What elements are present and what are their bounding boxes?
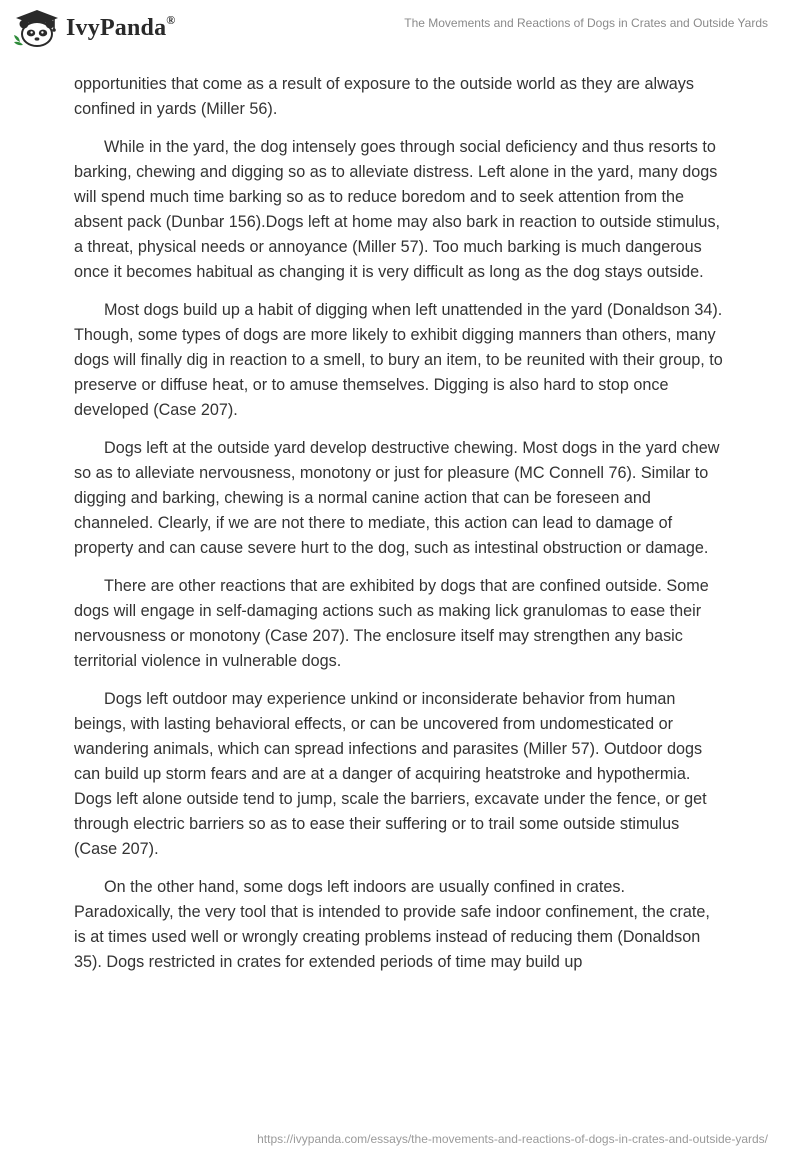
paragraph: opportunities that come as a result of exposure to the outside world as they are always confined in yards (Miller 56).: [74, 75, 694, 118]
logo-text: IvyPanda: [66, 14, 167, 41]
paragraph: Dogs left outdoor may experience unkind or inconsiderate behavior from human beings, with lasting behavioral effects, or can be uncovered from undomesticated or wandering animals, which can spread infections and parasites (Miller 57). Outdoor dogs can build up storm fears and are at a danger of acquiring heatstroke and hypothermia. Dogs left alone outside tend to jump, scale the barriers, excavate under the fence, or get through electric barriers so as to ease their suffering or to trail some outside stimulus (Case 207).: [74, 690, 707, 858]
source-url-link[interactable]: https://ivypanda.com/essays/the-movements-and-reactions-of-dogs-in-crates-and-outside-yards/: [257, 1132, 768, 1146]
document-title: The Movements and Reactions of Dogs in Crates and Outside Yards: [404, 16, 768, 30]
paragraph: Most dogs build up a habit of digging when left unattended in the yard (Donaldson 34). Though, some types of dogs are more likely to exhibit digging manners than others, many dogs will finally dig in reaction to a smell, to bury an item, to be reunited with their group, to preserve or diffuse heat, or to amuse themselves. Digging is also hard to stop once developed (Case 207).: [74, 301, 723, 419]
paragraph: While in the yard, the dog intensely goes through social deficiency and thus resorts to barking, chewing and digging so as to alleviate distress. Left alone in the yard, many dogs will spend much time barking so as to reduce boredom and to seek attention from the absent pack (Dunbar 156).Dogs left at home may also bark in reaction to outside stimulus, a threat, physical needs or annoyance (Miller 57). Too much barking is much dangerous once it becomes habitual as changing it is very difficult as long as the dog stays outside.: [74, 138, 721, 281]
essay-body: [74, 72, 726, 988]
paragraph: On the other hand, some dogs left indoors are usually confined in crates. Paradoxically, the very tool that is intended to provide safe indoor confinement, the crate, is at times used well or wrongly creating problems instead of reducing them (Donaldson 35). Dogs restricted in crates for extended periods of time may build up: [74, 878, 710, 971]
paragraph: Dogs left at the outside yard develop destructive chewing. Most dogs in the yard chew so as to alleviate nervousness, monotony or just for pleasure (MC Connell 76). Similar to digging and barking, chewing is a normal canine action that can be foreseen and channeled. Clearly, if we are not there to mediate, this action can lead to damage of property and can cause severe hurt to the dog, such as intestinal obstruction or damage.: [74, 439, 720, 557]
paragraph: There are other reactions that are exhibited by dogs that are confined outside. Some dogs will engage in self-damaging actions such as making lick granulomas to ease their nervousness or monotony (Case 207). The enclosure itself may strengthen any basic territorial violence in vulnerable dogs.: [74, 577, 709, 670]
panda-graduate-icon: [14, 9, 60, 47]
registered-mark: ®: [166, 12, 176, 27]
page-header: [0, 0, 800, 60]
ivypanda-logo[interactable]: [14, 9, 175, 47]
